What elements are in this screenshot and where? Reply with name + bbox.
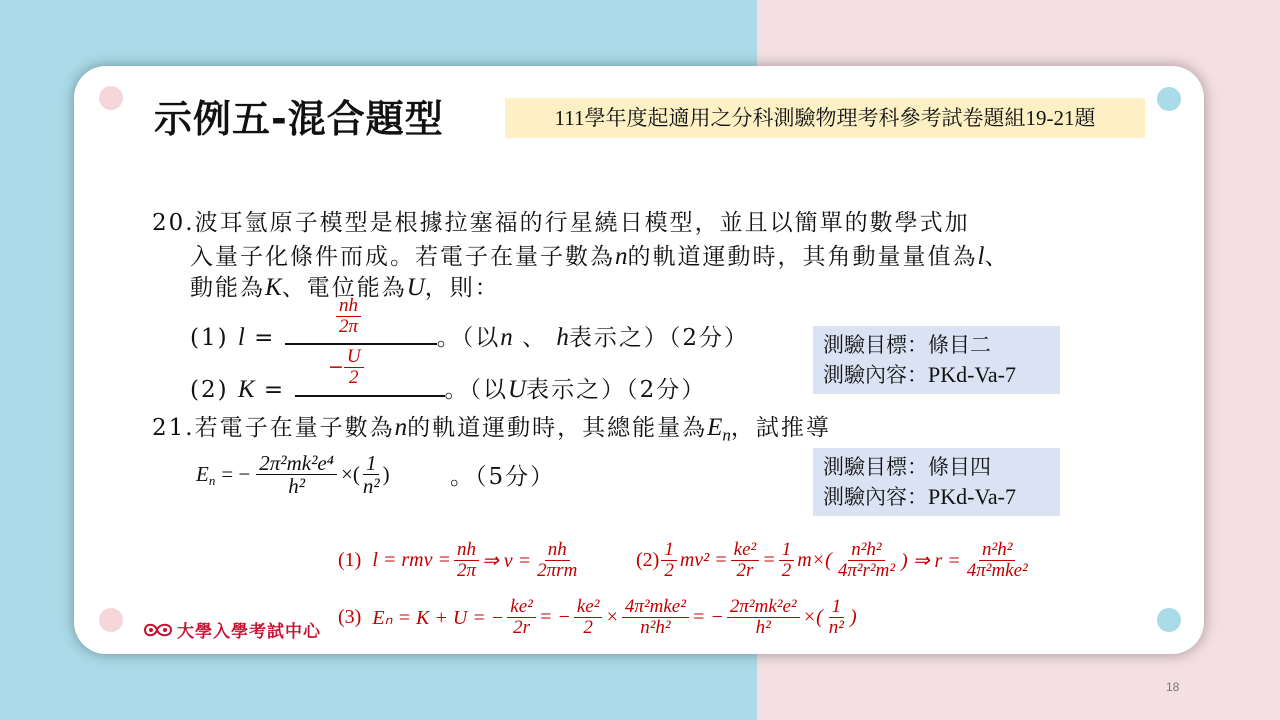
solution-1 bbox=[338, 540, 580, 581]
s3-f2-den: 2 bbox=[583, 616, 593, 638]
q20-line-1 bbox=[152, 204, 970, 237]
s1-f1-den: 2π bbox=[456, 559, 477, 581]
info-box-q21-line-1 bbox=[823, 453, 1050, 482]
formula-close: ) bbox=[382, 462, 390, 487]
info2-value-1: 條目四 bbox=[928, 455, 991, 479]
solution-3-a: Eₙ = K + U = − bbox=[372, 606, 505, 629]
s3-f5-den: n² bbox=[828, 616, 844, 638]
q21-score: 。（5分） bbox=[450, 464, 556, 490]
ceec-logo-icon bbox=[143, 620, 173, 640]
answer-blank-2 bbox=[295, 375, 445, 397]
s3-f2-num: ke² bbox=[574, 597, 603, 618]
q21-var-E-sub: n bbox=[722, 425, 731, 445]
q21-text-b: 的軌道運動時，其總能量為 bbox=[407, 415, 708, 441]
sub2-prefix: (2) bbox=[190, 377, 229, 403]
sub1-h: h bbox=[556, 324, 569, 351]
answer-1 bbox=[336, 296, 361, 337]
sub1-suffix-b: 表示之）（2分） bbox=[568, 325, 750, 351]
sub1-suffix-a: 。（以 bbox=[436, 325, 501, 351]
info-box-q21 bbox=[813, 448, 1060, 516]
sub2-suffix-a: 。（以 bbox=[444, 377, 508, 403]
formula-times: ×( bbox=[341, 462, 360, 487]
answer-1-numerator: nh bbox=[336, 296, 361, 317]
info2-value-2: PKd-Va-7 bbox=[928, 484, 1016, 509]
solution-2-label: (2) bbox=[636, 548, 660, 571]
s2-f2-num: ke² bbox=[731, 540, 760, 561]
s2-f4-den: 4π²r²m² bbox=[837, 559, 896, 581]
s3-f5-num: 1 bbox=[829, 597, 845, 618]
s2-f4-num: n²h² bbox=[848, 540, 884, 561]
s2-f1-num: 1 bbox=[661, 540, 677, 561]
q21-text-a: 21.若電子在量子數為 bbox=[152, 415, 395, 441]
var-U: U bbox=[406, 274, 425, 301]
q20-text-3b: 、電位能為 bbox=[281, 275, 407, 301]
info1-value-2: PKd-Va-7 bbox=[928, 362, 1016, 387]
solution-3-d: = − bbox=[691, 605, 724, 628]
info-box-q20 bbox=[813, 326, 1060, 394]
solution-3-f: ) bbox=[849, 605, 857, 628]
sub2-suffix-b: 表示之）（2分） bbox=[526, 377, 707, 403]
q20-line-2 bbox=[190, 238, 1009, 271]
q20-sub-1 bbox=[190, 315, 750, 352]
solution-3-label: (3) bbox=[338, 605, 362, 628]
answer-2-numerator: U bbox=[344, 347, 364, 368]
info-box-q21-line-2 bbox=[823, 482, 1050, 512]
info1-value-1: 條目二 bbox=[928, 333, 991, 357]
sub1-prefix: (1) bbox=[190, 325, 229, 351]
formula-frac-numerator: 1 bbox=[363, 452, 380, 475]
q20-text-2c: 、 bbox=[984, 244, 1010, 270]
info1-label-2: 測驗內容： bbox=[823, 363, 928, 387]
q20-text-3a: 動能為 bbox=[190, 275, 265, 301]
s3-f1-num: ke² bbox=[507, 597, 536, 618]
sub2-U: U bbox=[508, 376, 527, 403]
sub2-var: K bbox=[237, 376, 255, 403]
q20-sub-2 bbox=[190, 371, 706, 404]
sub2-eq: = bbox=[263, 377, 286, 403]
q21-formula bbox=[196, 452, 390, 497]
solution-2 bbox=[636, 540, 1031, 581]
solution-2-b: = bbox=[762, 548, 776, 571]
decorative-dot-top-right bbox=[1157, 87, 1181, 111]
var-l: l bbox=[977, 243, 985, 270]
s3-f4-den: h² bbox=[755, 616, 771, 638]
q20-text-2a: 入量子化條件而成。若電子在量子數為 bbox=[190, 244, 615, 270]
sub1-sep: 、 bbox=[512, 325, 557, 351]
solution-2-d: ) ⇒ r = bbox=[901, 549, 961, 572]
s2-f2-den: 2r bbox=[736, 559, 754, 581]
s1-f1-num: nh bbox=[454, 540, 479, 561]
sub1-var: l bbox=[237, 324, 245, 351]
s3-f3-num: 4π²mke² bbox=[622, 597, 689, 618]
s2-f5-num: n²h² bbox=[979, 540, 1015, 561]
info2-label-2: 測驗內容： bbox=[823, 485, 928, 509]
q20-text-2b: 的軌道運動時，其角動量量值為 bbox=[627, 244, 978, 270]
source-label: 111學年度起適用之分科測驗物理考科參考試卷題組19-21題 bbox=[505, 98, 1145, 138]
formula-eq: = − bbox=[221, 462, 251, 487]
formula-lhs: E bbox=[196, 462, 209, 487]
solution-1-a: l = rmv = bbox=[372, 548, 451, 571]
q21-line-1 bbox=[152, 409, 831, 446]
answer-2 bbox=[328, 347, 364, 388]
solution-3 bbox=[338, 597, 860, 638]
info-box-q20-line-2 bbox=[823, 360, 1050, 390]
decorative-dot-top-left bbox=[99, 86, 123, 110]
s2-f3-num: 1 bbox=[779, 540, 795, 561]
decorative-dot-bottom-right bbox=[1157, 608, 1181, 632]
solution-1-label: (1) bbox=[338, 548, 362, 571]
q20-text-1: 20.波耳氫原子模型是根據拉塞福的行星繞日模型，並且以簡單的數學式加 bbox=[152, 210, 970, 236]
s2-f3-den: 2 bbox=[781, 559, 792, 581]
var-K: K bbox=[265, 274, 282, 301]
q21-var-n: n bbox=[394, 414, 408, 441]
s2-f1-den: 2 bbox=[664, 559, 674, 581]
s1-f2-den: 2πrm bbox=[537, 559, 578, 581]
s2-f5-den: 4π²mke² bbox=[966, 559, 1028, 581]
solution-3-e: ×( bbox=[802, 605, 823, 628]
s3-f1-den: 2r bbox=[513, 616, 531, 638]
solution-2-c: m×( bbox=[797, 548, 832, 571]
decorative-dot-bottom-left bbox=[99, 608, 123, 632]
solution-1-b: ⇒ v = bbox=[482, 549, 532, 572]
formula-denominator: h² bbox=[288, 474, 306, 499]
info1-label-1: 測驗目標： bbox=[823, 333, 928, 357]
answer-2-sign: − bbox=[328, 356, 344, 379]
formula-numerator: 2π²mk²e⁴ bbox=[256, 452, 337, 475]
answer-2-denominator: 2 bbox=[349, 366, 359, 388]
solution-3-b: = − bbox=[538, 605, 571, 628]
ceec-logo-text: 大學入學考試中心 bbox=[177, 622, 321, 642]
answer-1-denominator: 2π bbox=[339, 315, 359, 337]
sub1-n: n bbox=[500, 324, 513, 351]
s3-f4-num: 2π²mk²e² bbox=[727, 597, 800, 618]
ceec-logo bbox=[143, 617, 321, 642]
solution-3-c: × bbox=[605, 605, 619, 628]
info-box-q20-line-1 bbox=[823, 331, 1050, 360]
q21-var-E: E bbox=[707, 414, 723, 441]
s1-f2-num: nh bbox=[545, 540, 570, 561]
sub1-eq: = bbox=[254, 325, 276, 351]
solution-2-a: mv² = bbox=[679, 548, 728, 571]
page-number: 18 bbox=[1166, 680, 1180, 694]
var-n: n bbox=[615, 243, 628, 270]
q21-text-c: ，試推導 bbox=[730, 415, 831, 441]
slide-title: 示例五-混合題型 bbox=[154, 97, 444, 141]
formula-lhs-sub: n bbox=[208, 472, 216, 488]
s3-f3-den: n²h² bbox=[640, 616, 671, 638]
formula-frac-denominator: n² bbox=[362, 474, 380, 499]
q20-text-3c: ，則： bbox=[424, 275, 500, 301]
info2-label-1: 測驗目標： bbox=[823, 455, 928, 479]
